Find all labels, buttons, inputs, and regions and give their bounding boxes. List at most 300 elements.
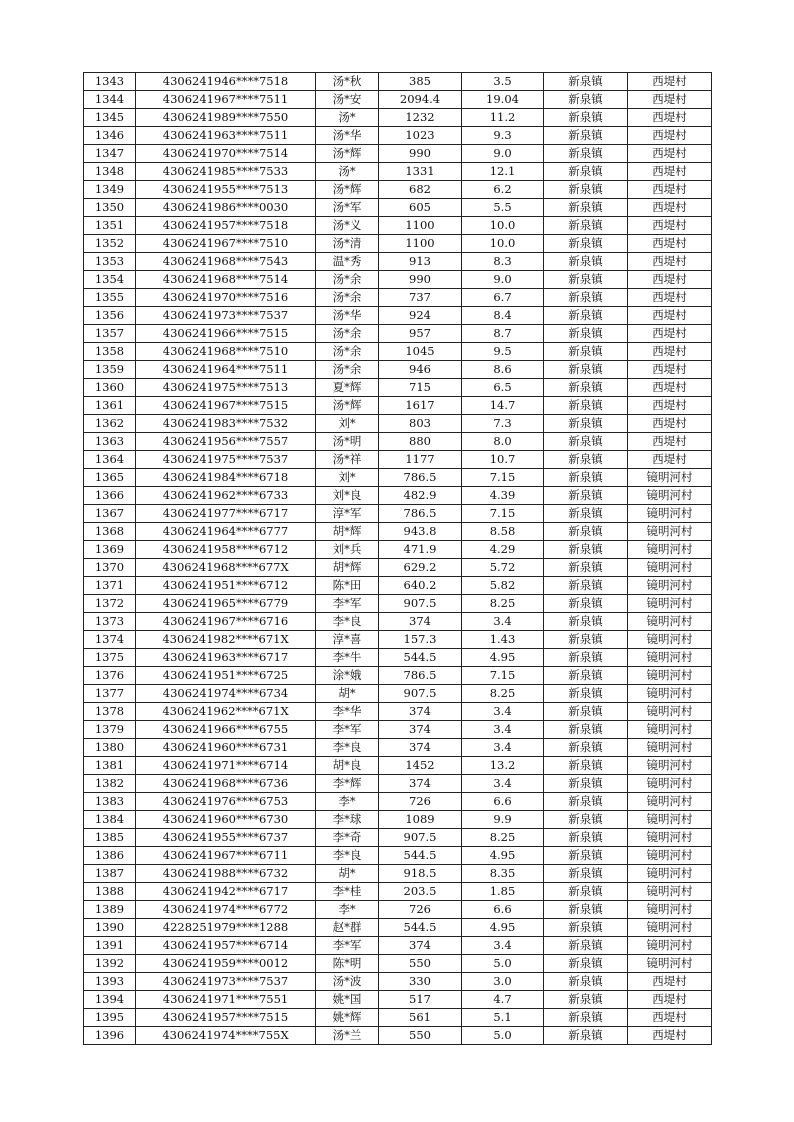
id-number-cell: 4306241973****7537: [136, 307, 316, 325]
quantity-cell: 9.0: [462, 145, 544, 163]
town-cell: 新泉镇: [544, 649, 628, 667]
row-number-cell: 1346: [84, 127, 136, 145]
row-number-cell: 1350: [84, 199, 136, 217]
row-number-cell: 1383: [84, 793, 136, 811]
table-row: [84, 901, 712, 919]
row-number-cell: 1388: [84, 883, 136, 901]
town-cell: 新泉镇: [544, 343, 628, 361]
id-number-cell: 4306241964****6777: [136, 523, 316, 541]
row-number-cell: 1357: [84, 325, 136, 343]
name-cell: 汤*明: [316, 433, 379, 451]
quantity-cell: 9.0: [462, 271, 544, 289]
amount-cell: 1100: [379, 235, 462, 253]
id-number-cell: 4306241967****7515: [136, 397, 316, 415]
table-row: [84, 595, 712, 613]
id-number-cell: 4306241967****6716: [136, 613, 316, 631]
town-cell: 新泉镇: [544, 379, 628, 397]
amount-cell: 1089: [379, 811, 462, 829]
name-cell: 李*军: [316, 937, 379, 955]
table-row: [84, 127, 712, 145]
quantity-cell: 10.7: [462, 451, 544, 469]
town-cell: 新泉镇: [544, 181, 628, 199]
id-number-cell: 4306241984****6718: [136, 469, 316, 487]
table-row: [84, 343, 712, 361]
village-cell: 西堤村: [628, 361, 712, 379]
town-cell: 新泉镇: [544, 397, 628, 415]
id-number-cell: 4306241988****6732: [136, 865, 316, 883]
quantity-cell: 10.0: [462, 235, 544, 253]
town-cell: 新泉镇: [544, 847, 628, 865]
table-row: [84, 415, 712, 433]
row-number-cell: 1361: [84, 397, 136, 415]
amount-cell: 946: [379, 361, 462, 379]
amount-cell: 517: [379, 991, 462, 1009]
table-row: [84, 181, 712, 199]
id-number-cell: 4306241977****6717: [136, 505, 316, 523]
id-number-cell: 4306241957****7518: [136, 217, 316, 235]
row-number-cell: 1387: [84, 865, 136, 883]
quantity-cell: 3.0: [462, 973, 544, 991]
id-number-cell: 4306241957****6714: [136, 937, 316, 955]
id-number-cell: 4306241951****6725: [136, 667, 316, 685]
name-cell: 汤*义: [316, 217, 379, 235]
name-cell: 胡*: [316, 865, 379, 883]
town-cell: 新泉镇: [544, 325, 628, 343]
village-cell: 西堤村: [628, 127, 712, 145]
table-row: [84, 109, 712, 127]
quantity-cell: 8.6: [462, 361, 544, 379]
row-number-cell: 1344: [84, 91, 136, 109]
row-number-cell: 1363: [84, 433, 136, 451]
table-row: [84, 1027, 712, 1045]
quantity-cell: 8.7: [462, 325, 544, 343]
quantity-cell: 6.6: [462, 793, 544, 811]
name-cell: 淳*喜: [316, 631, 379, 649]
row-number-cell: 1355: [84, 289, 136, 307]
amount-cell: 1045: [379, 343, 462, 361]
id-number-cell: 4306241975****7513: [136, 379, 316, 397]
town-cell: 新泉镇: [544, 685, 628, 703]
quantity-cell: 8.35: [462, 865, 544, 883]
village-cell: 镜明河村: [628, 631, 712, 649]
id-number-cell: 4306241974****6772: [136, 901, 316, 919]
town-cell: 新泉镇: [544, 757, 628, 775]
id-number-cell: 4306241966****7515: [136, 325, 316, 343]
row-number-cell: 1360: [84, 379, 136, 397]
row-number-cell: 1373: [84, 613, 136, 631]
village-cell: 镜明河村: [628, 505, 712, 523]
name-cell: 温*秀: [316, 253, 379, 271]
id-number-cell: 4306241971****7551: [136, 991, 316, 1009]
town-cell: 新泉镇: [544, 163, 628, 181]
table-row: [84, 325, 712, 343]
name-cell: 陈*田: [316, 577, 379, 595]
amount-cell: 374: [379, 721, 462, 739]
amount-cell: 374: [379, 613, 462, 631]
table-row: [84, 523, 712, 541]
quantity-cell: 9.9: [462, 811, 544, 829]
table-row: [84, 91, 712, 109]
town-cell: 新泉镇: [544, 613, 628, 631]
id-number-cell: 4306241968****7543: [136, 253, 316, 271]
village-cell: 西堤村: [628, 289, 712, 307]
village-cell: 西堤村: [628, 1009, 712, 1027]
name-cell: 刘*兵: [316, 541, 379, 559]
id-number-cell: 4306241957****7515: [136, 1009, 316, 1027]
id-number-cell: 4306241968****6736: [136, 775, 316, 793]
row-number-cell: 1356: [84, 307, 136, 325]
village-cell: 镜明河村: [628, 883, 712, 901]
table-row: [84, 289, 712, 307]
village-cell: 西堤村: [628, 217, 712, 235]
village-cell: 镜明河村: [628, 667, 712, 685]
id-number-cell: 4306241970****7514: [136, 145, 316, 163]
row-number-cell: 1394: [84, 991, 136, 1009]
quantity-cell: 5.72: [462, 559, 544, 577]
amount-cell: 990: [379, 145, 462, 163]
name-cell: 李*军: [316, 721, 379, 739]
name-cell: 胡*辉: [316, 523, 379, 541]
table-row: [84, 577, 712, 595]
village-cell: 镜明河村: [628, 559, 712, 577]
id-number-cell: 4306241960****6730: [136, 811, 316, 829]
village-cell: 西堤村: [628, 415, 712, 433]
town-cell: 新泉镇: [544, 829, 628, 847]
id-number-cell: 4228251979****1288: [136, 919, 316, 937]
village-cell: 镜明河村: [628, 541, 712, 559]
id-number-cell: 4306241955****7513: [136, 181, 316, 199]
town-cell: 新泉镇: [544, 145, 628, 163]
table-body: [84, 73, 712, 1045]
amount-cell: 1023: [379, 127, 462, 145]
amount-cell: 2094.4: [379, 91, 462, 109]
id-number-cell: 4306241975****7537: [136, 451, 316, 469]
quantity-cell: 3.4: [462, 703, 544, 721]
name-cell: 刘*: [316, 415, 379, 433]
quantity-cell: 3.4: [462, 739, 544, 757]
quantity-cell: 3.4: [462, 775, 544, 793]
name-cell: 汤*: [316, 109, 379, 127]
id-number-cell: 4306241951****6712: [136, 577, 316, 595]
table-row: [84, 253, 712, 271]
amount-cell: 374: [379, 937, 462, 955]
name-cell: 刘*良: [316, 487, 379, 505]
row-number-cell: 1366: [84, 487, 136, 505]
village-cell: 镜明河村: [628, 793, 712, 811]
row-number-cell: 1343: [84, 73, 136, 91]
table-row: [84, 235, 712, 253]
id-number-cell: 4306241967****7510: [136, 235, 316, 253]
row-number-cell: 1392: [84, 955, 136, 973]
amount-cell: 550: [379, 1027, 462, 1045]
name-cell: 汤*兰: [316, 1027, 379, 1045]
amount-cell: 550: [379, 955, 462, 973]
row-number-cell: 1345: [84, 109, 136, 127]
town-cell: 新泉镇: [544, 811, 628, 829]
town-cell: 新泉镇: [544, 973, 628, 991]
town-cell: 新泉镇: [544, 271, 628, 289]
quantity-cell: 14.7: [462, 397, 544, 415]
row-number-cell: 1372: [84, 595, 136, 613]
amount-cell: 1452: [379, 757, 462, 775]
village-cell: 镜明河村: [628, 865, 712, 883]
name-cell: 李*良: [316, 613, 379, 631]
amount-cell: 943.8: [379, 523, 462, 541]
table-row: [84, 145, 712, 163]
village-cell: 西堤村: [628, 397, 712, 415]
town-cell: 新泉镇: [544, 667, 628, 685]
quantity-cell: 8.3: [462, 253, 544, 271]
amount-cell: 605: [379, 199, 462, 217]
town-cell: 新泉镇: [544, 451, 628, 469]
name-cell: 李*良: [316, 739, 379, 757]
table-row: [84, 559, 712, 577]
amount-cell: 1331: [379, 163, 462, 181]
town-cell: 新泉镇: [544, 307, 628, 325]
village-cell: 镜明河村: [628, 469, 712, 487]
quantity-cell: 6.6: [462, 901, 544, 919]
id-number-cell: 4306241967****7511: [136, 91, 316, 109]
quantity-cell: 4.95: [462, 847, 544, 865]
amount-cell: 374: [379, 775, 462, 793]
name-cell: 汤*辉: [316, 145, 379, 163]
name-cell: 夏*辉: [316, 379, 379, 397]
town-cell: 新泉镇: [544, 433, 628, 451]
name-cell: 胡*辉: [316, 559, 379, 577]
row-number-cell: 1368: [84, 523, 136, 541]
table-row: [84, 613, 712, 631]
village-cell: 西堤村: [628, 451, 712, 469]
quantity-cell: 4.29: [462, 541, 544, 559]
id-number-cell: 4306241989****7550: [136, 109, 316, 127]
name-cell: 李*良: [316, 847, 379, 865]
village-cell: 镜明河村: [628, 937, 712, 955]
village-cell: 西堤村: [628, 433, 712, 451]
table-row: [84, 703, 712, 721]
table-row: [84, 829, 712, 847]
id-number-cell: 4306241962****6733: [136, 487, 316, 505]
quantity-cell: 1.85: [462, 883, 544, 901]
quantity-cell: 8.0: [462, 433, 544, 451]
amount-cell: 1617: [379, 397, 462, 415]
name-cell: 汤*秋: [316, 73, 379, 91]
id-number-cell: 4306241958****6712: [136, 541, 316, 559]
quantity-cell: 3.4: [462, 721, 544, 739]
table-row: [84, 649, 712, 667]
village-cell: 镜明河村: [628, 775, 712, 793]
amount-cell: 924: [379, 307, 462, 325]
quantity-cell: 12.1: [462, 163, 544, 181]
table-row: [84, 379, 712, 397]
town-cell: 新泉镇: [544, 883, 628, 901]
name-cell: 汤*华: [316, 127, 379, 145]
name-cell: 汤*安: [316, 91, 379, 109]
id-number-cell: 4306241970****7516: [136, 289, 316, 307]
amount-cell: 913: [379, 253, 462, 271]
town-cell: 新泉镇: [544, 73, 628, 91]
row-number-cell: 1353: [84, 253, 136, 271]
town-cell: 新泉镇: [544, 775, 628, 793]
table-row: [84, 217, 712, 235]
town-cell: 新泉镇: [544, 991, 628, 1009]
quantity-cell: 7.15: [462, 469, 544, 487]
town-cell: 新泉镇: [544, 901, 628, 919]
name-cell: 汤*余: [316, 325, 379, 343]
table-row: [84, 271, 712, 289]
table-row: [84, 955, 712, 973]
village-cell: 西堤村: [628, 235, 712, 253]
amount-cell: 803: [379, 415, 462, 433]
name-cell: 姚*国: [316, 991, 379, 1009]
table-row: [84, 739, 712, 757]
town-cell: 新泉镇: [544, 721, 628, 739]
quantity-cell: 7.15: [462, 505, 544, 523]
name-cell: 淳*军: [316, 505, 379, 523]
town-cell: 新泉镇: [544, 793, 628, 811]
quantity-cell: 8.25: [462, 829, 544, 847]
amount-cell: 385: [379, 73, 462, 91]
village-cell: 西堤村: [628, 307, 712, 325]
amount-cell: 786.5: [379, 505, 462, 523]
row-number-cell: 1358: [84, 343, 136, 361]
table-row: [84, 1009, 712, 1027]
table-row: [84, 433, 712, 451]
amount-cell: 726: [379, 901, 462, 919]
town-cell: 新泉镇: [544, 253, 628, 271]
table-row: [84, 865, 712, 883]
row-number-cell: 1352: [84, 235, 136, 253]
amount-cell: 561: [379, 1009, 462, 1027]
row-number-cell: 1362: [84, 415, 136, 433]
id-number-cell: 4306241960****6731: [136, 739, 316, 757]
village-cell: 镜明河村: [628, 577, 712, 595]
town-cell: 新泉镇: [544, 577, 628, 595]
name-cell: 汤*祥: [316, 451, 379, 469]
quantity-cell: 6.5: [462, 379, 544, 397]
row-number-cell: 1349: [84, 181, 136, 199]
amount-cell: 544.5: [379, 847, 462, 865]
town-cell: 新泉镇: [544, 235, 628, 253]
town-cell: 新泉镇: [544, 487, 628, 505]
row-number-cell: 1393: [84, 973, 136, 991]
id-number-cell: 4306241973****7537: [136, 973, 316, 991]
name-cell: 胡*: [316, 685, 379, 703]
village-cell: 西堤村: [628, 973, 712, 991]
name-cell: 陈*明: [316, 955, 379, 973]
village-cell: 西堤村: [628, 991, 712, 1009]
amount-cell: 374: [379, 703, 462, 721]
village-cell: 镜明河村: [628, 955, 712, 973]
town-cell: 新泉镇: [544, 505, 628, 523]
quantity-cell: 5.0: [462, 955, 544, 973]
table-row: [84, 487, 712, 505]
village-cell: 镜明河村: [628, 721, 712, 739]
amount-cell: 544.5: [379, 649, 462, 667]
id-number-cell: 4306241946****7518: [136, 73, 316, 91]
town-cell: 新泉镇: [544, 1009, 628, 1027]
village-cell: 镜明河村: [628, 523, 712, 541]
amount-cell: 786.5: [379, 469, 462, 487]
amount-cell: 157.3: [379, 631, 462, 649]
id-number-cell: 4306241966****6755: [136, 721, 316, 739]
quantity-cell: 6.2: [462, 181, 544, 199]
quantity-cell: 1.43: [462, 631, 544, 649]
row-number-cell: 1382: [84, 775, 136, 793]
table-row: [84, 883, 712, 901]
name-cell: 李*: [316, 901, 379, 919]
quantity-cell: 4.95: [462, 919, 544, 937]
town-cell: 新泉镇: [544, 415, 628, 433]
amount-cell: 203.5: [379, 883, 462, 901]
row-number-cell: 1390: [84, 919, 136, 937]
name-cell: 汤*: [316, 163, 379, 181]
village-cell: 镜明河村: [628, 595, 712, 613]
quantity-cell: 11.2: [462, 109, 544, 127]
town-cell: 新泉镇: [544, 469, 628, 487]
name-cell: 李*: [316, 793, 379, 811]
amount-cell: 1100: [379, 217, 462, 235]
row-number-cell: 1374: [84, 631, 136, 649]
quantity-cell: 7.15: [462, 667, 544, 685]
amount-cell: 918.5: [379, 865, 462, 883]
row-number-cell: 1371: [84, 577, 136, 595]
amount-cell: 640.2: [379, 577, 462, 595]
town-cell: 新泉镇: [544, 919, 628, 937]
table-row: [84, 775, 712, 793]
amount-cell: 737: [379, 289, 462, 307]
town-cell: 新泉镇: [544, 865, 628, 883]
quantity-cell: 5.5: [462, 199, 544, 217]
amount-cell: 907.5: [379, 829, 462, 847]
name-cell: 汤*辉: [316, 397, 379, 415]
row-number-cell: 1378: [84, 703, 136, 721]
row-number-cell: 1369: [84, 541, 136, 559]
name-cell: 李*华: [316, 703, 379, 721]
name-cell: 汤*辉: [316, 181, 379, 199]
id-number-cell: 4306241967****6711: [136, 847, 316, 865]
village-cell: 镜明河村: [628, 685, 712, 703]
table-row: [84, 199, 712, 217]
table-row: [84, 721, 712, 739]
quantity-cell: 5.1: [462, 1009, 544, 1027]
row-number-cell: 1391: [84, 937, 136, 955]
row-number-cell: 1375: [84, 649, 136, 667]
table-row: [84, 163, 712, 181]
village-cell: 西堤村: [628, 145, 712, 163]
amount-cell: 471.9: [379, 541, 462, 559]
village-cell: 镜明河村: [628, 811, 712, 829]
table-row: [84, 973, 712, 991]
town-cell: 新泉镇: [544, 109, 628, 127]
table-row: [84, 361, 712, 379]
row-number-cell: 1376: [84, 667, 136, 685]
name-cell: 李*军: [316, 595, 379, 613]
amount-cell: 1177: [379, 451, 462, 469]
name-cell: 涂*娥: [316, 667, 379, 685]
id-number-cell: 4306241974****755X: [136, 1027, 316, 1045]
table-row: [84, 397, 712, 415]
row-number-cell: 1354: [84, 271, 136, 289]
id-number-cell: 4306241968****7514: [136, 271, 316, 289]
id-number-cell: 4306241986****0030: [136, 199, 316, 217]
id-number-cell: 4306241963****7511: [136, 127, 316, 145]
amount-cell: 629.2: [379, 559, 462, 577]
quantity-cell: 3.5: [462, 73, 544, 91]
id-number-cell: 4306241982****671X: [136, 631, 316, 649]
village-cell: 西堤村: [628, 325, 712, 343]
amount-cell: 715: [379, 379, 462, 397]
amount-cell: 880: [379, 433, 462, 451]
